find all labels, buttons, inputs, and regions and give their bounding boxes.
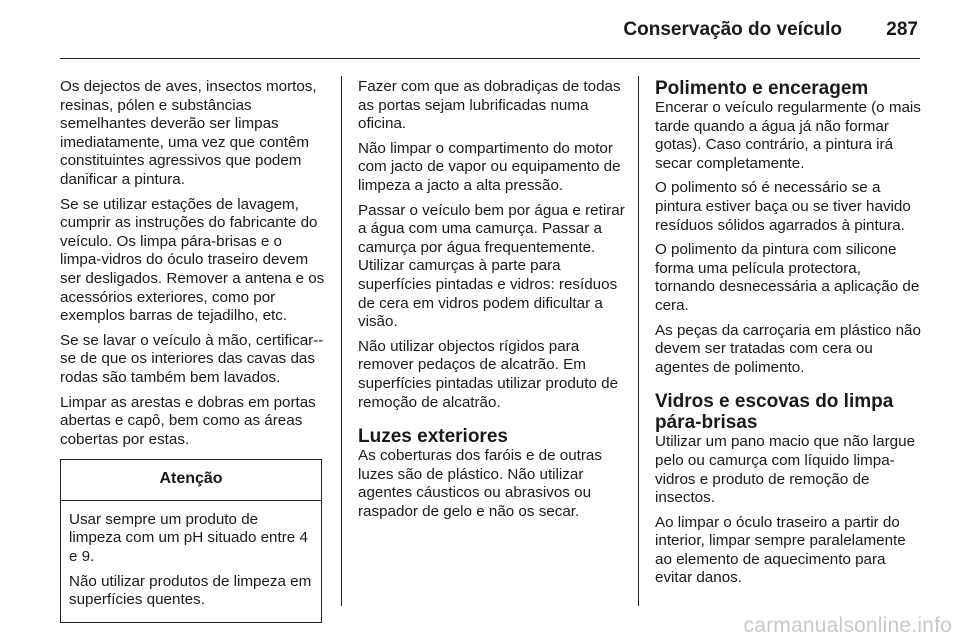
paragraph: Limpar as arestas e dobras em portas abertas e capô, bem como as áreas cobertas por estas. <box>60 393 316 448</box>
paragraph: Os dejectos de aves, insectos mortos, resinas, pólen e substâncias semelhantes deverão ser limpas imediatamente, uma vez que contêm constituintes agressivos que podem danificar a pintura. <box>60 78 317 188</box>
page-number: 287 <box>886 19 918 40</box>
paragraph: Utilizar um pano macio que não largue pelo ou camurça com líquido limpa-vidros e produto de remoção de insectos. <box>655 433 916 507</box>
section-heading: Luzes exteriores <box>358 426 508 448</box>
paragraph: As peças da carroçaria em plástico não devem ser tratadas com cera ou agentes de polimento. <box>655 321 921 376</box>
paragraph: O polimento da pintura com silicone forma uma película protectora, tornando desnecessária a aplicação de cera. <box>655 241 920 314</box>
column-right <box>655 78 923 594</box>
column-middle <box>358 78 626 527</box>
warning-box <box>60 459 322 623</box>
column-divider <box>638 76 639 606</box>
warning-title: Atenção <box>61 460 321 501</box>
column-divider <box>341 76 342 606</box>
paragraph: Não utilizar objectos rígidos para remover pedaços de alcatrão. Em superfícies pintadas utilizar produto de remoção de alcatrão. <box>358 337 619 411</box>
paragraph: Se se lavar o veículo à mão, certificar--se de que os interiores das cavas das rodas são também bem lavados. <box>60 331 324 386</box>
column-left <box>60 78 325 623</box>
paragraph: Não limpar o compartimento do motor com jacto de vapor ou equipamento de limpeza a jacto a alta pressão. <box>358 139 621 194</box>
paragraph: Ao limpar o óculo traseiro a partir do interior, limpar sempre paralelamente ao elemento de aquecimento para evitar danos. <box>655 513 906 587</box>
watermark: carmanualsonline.info <box>743 614 952 637</box>
page-header <box>60 0 920 59</box>
paragraph: Passar o veículo bem por água e retirar a água com uma camurça. Passar a camurça por água frequentemente. Utilizar camurças à parte para superfícies pintadas e vidros: resíduos de cera em vidros podem dificultar a visão. <box>358 201 625 331</box>
section-heading: Vidros e escovas do limpa pára-brisas <box>655 391 894 434</box>
paragraph: As coberturas dos faróis e de outras luzes são de plástico. Não utilizar agentes cáusticos ou abrasivos ou raspador de gelo e não os secar. <box>358 447 602 520</box>
warning-body <box>61 501 321 622</box>
paragraph: Fazer com que as dobradiças de todas as portas sejam lubrificadas numa oficina. <box>358 78 621 133</box>
paragraph: O polimento só é necessário se a pintura estiver baça ou se tiver havido resíduos sólidos agarrados à pintura. <box>655 179 911 234</box>
warning-paragraph: Não utilizar produtos de limpeza em superfícies quentes. <box>69 572 312 609</box>
paragraph: Se se utilizar estações de lavagem, cumprir as instruções do fabricante do veículo. Os limpa pára-brisas e o limpa-vidros do óculo traseiro devem ser desligados. Remover a antena e os acessórios exteriores, como por exemplos barras de tejadilho, etc. <box>60 195 325 325</box>
paragraph: Encerar o veículo regularmente (o mais tarde quando a água já não formar gotas). Caso contrário, a pintura irá secar completamente. <box>655 99 921 172</box>
warning-paragraph: Usar sempre um produto de limpeza com um pH situado entre 4 e 9. <box>69 510 308 566</box>
section-heading: Polimento e enceragem <box>655 78 869 99</box>
page-title: Conservação do veículo <box>623 19 842 40</box>
